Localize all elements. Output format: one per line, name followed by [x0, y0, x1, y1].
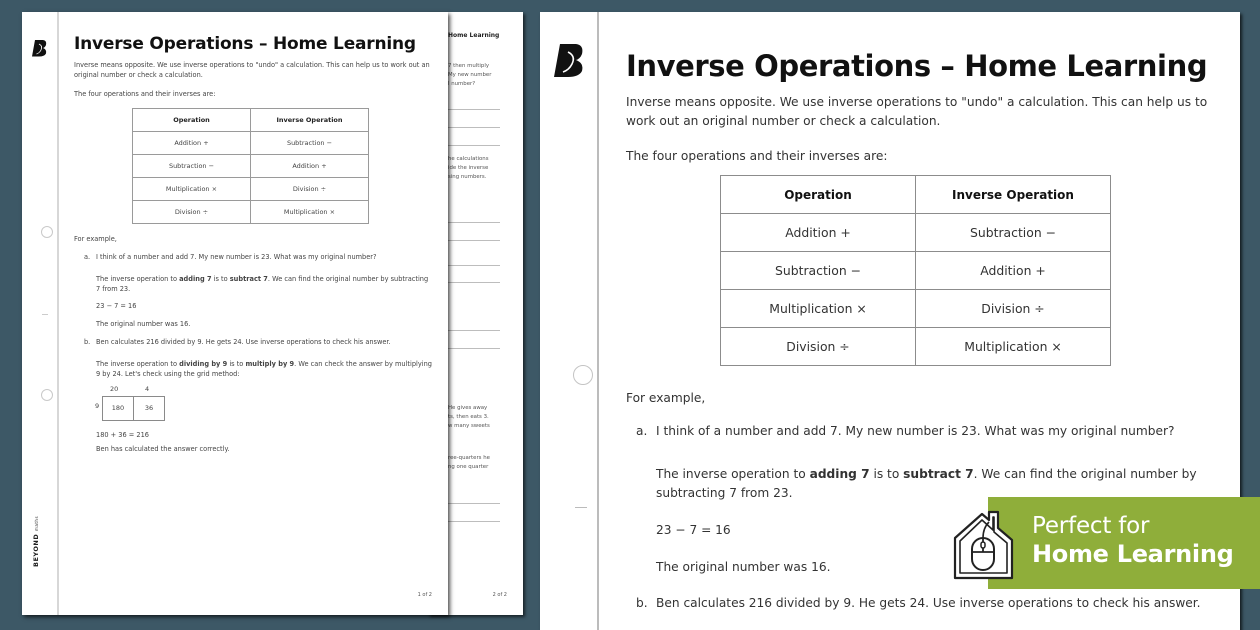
bold-text: adding 7 [809, 467, 870, 481]
text: is to [869, 467, 904, 481]
beyond-logo-icon [32, 38, 48, 58]
operations-table [720, 175, 1111, 366]
punch-hole [573, 365, 593, 385]
page-content [74, 34, 434, 454]
grid-col-header: 20 [110, 385, 119, 394]
text: . We can find the original number by subtracting 7 from 23. [656, 467, 1197, 500]
example-equation: 23 − 7 = 16 [656, 523, 731, 537]
grid-method [95, 385, 434, 425]
worksheet-title: Inverse Operations – Home Learning [74, 34, 416, 54]
table-cell: Multiplication × [133, 177, 251, 200]
answer-line [448, 145, 500, 146]
text-fragment: He gives away [448, 405, 488, 411]
beyond-logo-icon [554, 42, 586, 78]
table-header: Inverse Operation [916, 176, 1111, 214]
table-row [721, 214, 1111, 252]
answer-line [448, 503, 500, 504]
table-cell: Subtraction − [133, 154, 251, 177]
table-cell: Subtraction − [721, 252, 916, 290]
bold-text: adding 7 [179, 274, 212, 283]
example-label: For example, [626, 391, 706, 405]
text: The inverse operation to [656, 467, 810, 481]
example-b [626, 594, 1226, 613]
table-row [721, 290, 1111, 328]
table-cell: Subtraction − [916, 214, 1111, 252]
example-question: Ben calculates 216 divided by 9. He gets 24. Use inverse operations to check his answer. [96, 338, 391, 347]
table-row [133, 200, 369, 223]
table-row [133, 154, 369, 177]
text: . We can find the original number by subtracting 7 from 23. [96, 274, 429, 293]
punch-hole [41, 226, 53, 238]
house-mouse-icon [952, 508, 1024, 582]
worksheet-title: Inverse Operations – Home Learning [626, 49, 1208, 83]
example-explanation [74, 360, 434, 379]
text: . We can check the answer by multiplying 9 by 24. Let's check using the grid method: [96, 359, 432, 378]
grid-col-header: 4 [145, 385, 150, 394]
item-letter: a. [636, 424, 648, 438]
example-a [74, 253, 434, 263]
text-fragment: he calculations [448, 156, 489, 162]
operations-table [132, 108, 369, 224]
table-cell: Addition + [133, 131, 251, 154]
answer-line [448, 282, 500, 283]
example-result: The original number was 16. [96, 319, 191, 328]
example-result: The original number was 16. [656, 560, 831, 574]
item-letter: b. [636, 596, 648, 610]
bold-text: dividing by 9 [179, 359, 228, 368]
table-cell: Division ÷ [133, 200, 251, 223]
brand-vertical-text [32, 516, 40, 567]
text-fragment: ide the inverse [448, 165, 489, 171]
text-fragment: ree-quarters he [448, 455, 490, 461]
bold-text: subtract 7 [903, 467, 974, 481]
fold-mark [575, 507, 587, 508]
answer-line [448, 348, 500, 349]
operations-label: The four operations and their inverses are: [74, 90, 216, 99]
text-fragment: 7 then multiply [448, 63, 490, 69]
example-explanation [74, 275, 434, 294]
brand-sub: maths [34, 515, 39, 531]
table-cell: Addition + [721, 214, 916, 252]
table-header: Operation [721, 176, 916, 214]
table-cell: Division ÷ [916, 290, 1111, 328]
answer-line [448, 222, 500, 223]
grid-row-header: 9 [95, 402, 100, 411]
grid-cell: 36 [133, 396, 165, 421]
margin-line [57, 12, 59, 615]
item-letter: b. [84, 338, 91, 347]
table-cell: Division ÷ [721, 328, 916, 366]
answer-line [448, 109, 500, 110]
table-header: Inverse Operation [251, 108, 369, 131]
example-equation: 180 + 36 = 216 [96, 431, 149, 440]
example-a [626, 422, 1226, 441]
table-row [721, 252, 1111, 290]
table-cell: Subtraction − [251, 131, 369, 154]
fold-mark [42, 314, 48, 315]
table-cell: Division ÷ [251, 177, 369, 200]
intro-paragraph: Inverse means opposite. We use inverse operations to "undo" a calculation. This can help us to work out an original number or check a calculation. [74, 61, 430, 79]
punch-hole [41, 389, 53, 401]
text-fragment: w many sweets [448, 423, 490, 429]
example-equation: 23 − 7 = 16 [96, 302, 137, 311]
answer-line [448, 127, 500, 128]
text: The inverse operation to [96, 274, 180, 283]
table-cell: Addition + [916, 252, 1111, 290]
text-fragment: My new number [448, 72, 492, 78]
margin-line [597, 12, 599, 630]
page-number: 2 of 2 [492, 592, 507, 598]
table-row [133, 131, 369, 154]
example-b [74, 338, 434, 348]
answer-line [448, 240, 500, 241]
table-header: Operation [133, 108, 251, 131]
text-fragment: sing numbers. [448, 174, 487, 180]
text-fragment: ng one quarter [448, 464, 489, 470]
table-cell: Multiplication × [721, 290, 916, 328]
page-header-fragment: Home Learning [448, 32, 500, 39]
table-cell: Multiplication × [251, 200, 369, 223]
operations-label: The four operations and their inverses are: [626, 149, 888, 163]
example-question: Ben calculates 216 divided by 9. He gets 24. Use inverse operations to check his answer. [656, 596, 1201, 610]
example-question: I think of a number and add 7. My new number is 23. What was my original number? [656, 424, 1175, 438]
grid-cell: 180 [102, 396, 134, 421]
worksheet-page-1 [22, 12, 448, 615]
text: is to [211, 274, 230, 283]
home-learning-banner [988, 497, 1260, 589]
text-fragment: l number? [448, 81, 476, 87]
answer-line [448, 265, 500, 266]
answer-line [448, 521, 500, 522]
banner-line-1: Perfect for [1032, 513, 1150, 539]
intro-paragraph: Inverse means opposite. We use inverse operations to "undo" a calculation. This can help us to work out an original number or check a calculation. [626, 95, 1208, 128]
answer-line [448, 330, 500, 331]
text-fragment: ts, then eats 3. [448, 414, 489, 420]
table-row [721, 328, 1111, 366]
bold-text: multiply by 9 [245, 359, 295, 368]
text: is to [227, 359, 246, 368]
item-letter: a. [84, 253, 91, 262]
example-result: Ben has calculated the answer correctly. [96, 444, 230, 453]
bold-text: subtract 7 [229, 274, 268, 283]
brand-name: BEYOND [32, 533, 40, 567]
example-label: For example, [74, 234, 117, 243]
table-cell: Addition + [251, 154, 369, 177]
page-number: 1 of 2 [417, 592, 432, 598]
example-question: I think of a number and add 7. My new number is 23. What was my original number? [96, 253, 377, 262]
banner-line-2: Home Learning [1032, 540, 1234, 568]
text: The inverse operation to [96, 359, 180, 368]
table-row [133, 177, 369, 200]
table-cell: Multiplication × [916, 328, 1111, 366]
